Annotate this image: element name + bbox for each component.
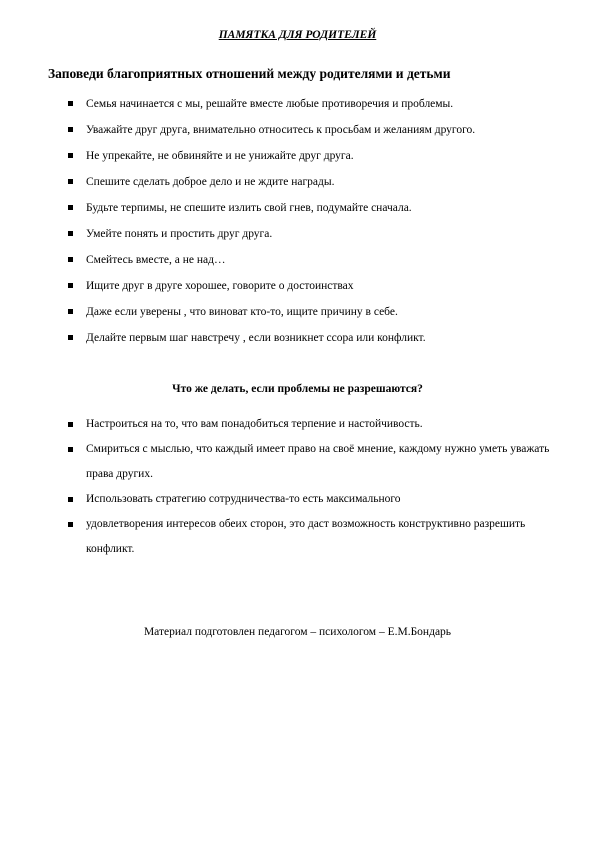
list-item (68, 512, 568, 562)
list-item-text: Ищите друг в друге хорошее, говорите о достоинствах (86, 280, 354, 292)
list-item (68, 123, 568, 149)
bullet-icon (68, 497, 73, 502)
bullet-icon (68, 257, 73, 262)
list-item-text: Умейте понять и простить друг друга. (86, 228, 273, 240)
author-credit: Материал подготовлен педагогом – психологом – Е.М.Бондарь (143, 626, 452, 638)
list-item-text: Использовать стратегию сотрудничества-то есть максимального (86, 493, 401, 505)
list-item-text: Делайте первым шаг навстречу , если возникнет ссора или конфликт. (86, 332, 426, 344)
section-heading: Заповеди благоприятных отношений между родителями и детьми (48, 66, 451, 81)
list-item-text: Смириться с мыслью, что каждый имеет право на своё мнение, каждому нужно уметь уважать права других. (86, 443, 550, 480)
list-item-text: Даже если уверены , что виноват кто-то, ищите причину в себе. (86, 306, 398, 318)
list-item-text: Семья начинается с мы, решайте вместе любые противоречия и проблемы. (86, 98, 454, 110)
bullet-icon (68, 127, 73, 132)
list-item (68, 175, 568, 201)
bullet-icon (68, 283, 73, 288)
section-subheading: Что же делать, если проблемы не разрешаются? (172, 383, 423, 395)
list-item (68, 412, 568, 437)
list-item-text: Будьте терпимы, не спешите излить свой гнев, подумайте сначала. (86, 202, 412, 214)
list-item (68, 201, 568, 227)
list-item-text: Спешите сделать доброе дело и не ждите награды. (86, 176, 335, 188)
list-item (68, 305, 568, 331)
page-title: ПАМЯТКА ДЛЯ РОДИТЕЛЕЙ (218, 29, 377, 41)
list-item (68, 487, 568, 512)
list-item (68, 279, 568, 305)
bullet-icon (68, 179, 73, 184)
bullet-icon (68, 153, 73, 158)
list-item (68, 97, 568, 123)
bullet-icon (68, 335, 73, 340)
list-item-text: Смейтесь вместе, а не над… (86, 254, 226, 266)
bullet-icon (68, 522, 73, 527)
list-item-text: удовлетворения интересов обеих сторон, это даст возможность конструктивно разрешить конфликт. (86, 518, 526, 555)
list-item (68, 227, 568, 253)
tips-list (68, 412, 568, 562)
bullet-icon (68, 205, 73, 210)
bullet-icon (68, 447, 73, 452)
bullet-icon (68, 101, 73, 106)
list-item-text: Уважайте друг друга, внимательно относитесь к просьбам и желаниям другого. (86, 124, 476, 136)
list-item-text: Настроиться на то, что вам понадобиться терпение и настойчивость. (86, 418, 423, 430)
list-item (68, 331, 568, 357)
list-item (68, 437, 568, 487)
list-item (68, 149, 568, 175)
bullet-icon (68, 231, 73, 236)
list-item-text: Не упрекайте, не обвиняйте и не унижайте друг друга. (86, 150, 354, 162)
rules-list (68, 97, 568, 357)
bullet-icon (68, 422, 73, 427)
bullet-icon (68, 309, 73, 314)
list-item (68, 253, 568, 279)
